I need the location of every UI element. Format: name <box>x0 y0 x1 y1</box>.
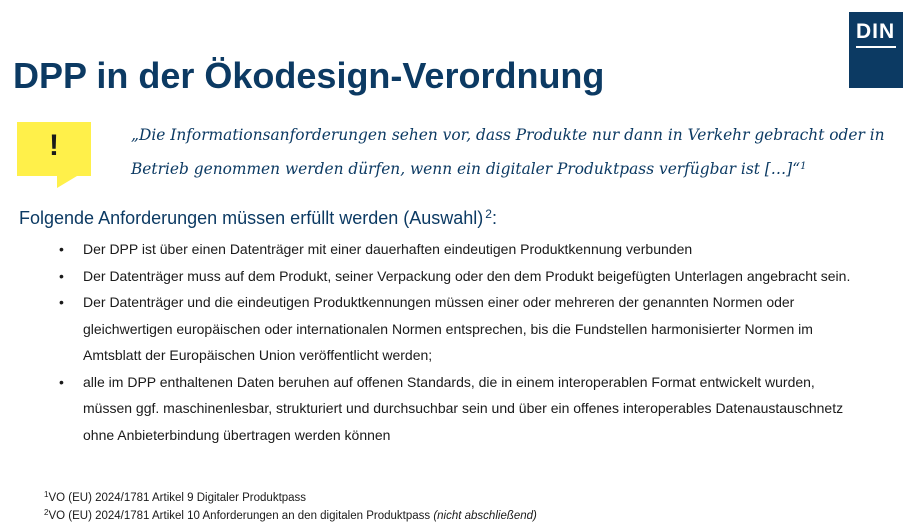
list-item <box>57 263 857 290</box>
footnotes <box>44 488 537 523</box>
quote-footnote-ref: 1 <box>800 161 807 172</box>
footnote-marker: 2 <box>44 507 49 517</box>
page-title: DPP in der Ökodesign-Verordnung <box>13 55 605 96</box>
din-logo <box>849 12 903 88</box>
list-item-text: Der Datenträger muss auf dem Produkt, seiner Verpackung oder den dem Produkt beigefügten Unterlagen angebracht sein. <box>83 267 851 284</box>
list-item-text: Der Datenträger und die eindeutigen Produktkennungen müssen einer oder mehreren der genannten Normen oder gleichwertigen europäischen oder internationalen Normen entsprechen, bis die Fundstellen harmonisierter Normen im Amtsblatt der Europäischen Union veröffentlicht werden; <box>83 294 813 363</box>
quote-text: „Die Informationsanforderungen sehen vor, dass Produkte nur dann in Verkehr gebracht oder in Betrieb genommen werden dürfen, wenn ein digitaler Produktpass verfügbar ist […]“ <box>131 126 885 178</box>
bullet-icon: • <box>59 267 64 284</box>
list-item <box>57 369 857 449</box>
requirements-footnote-ref: 2 <box>485 207 492 221</box>
list-item <box>57 236 857 263</box>
footnote-text: VO (EU) 2024/1781 Artikel 9 Digitaler Produktpass <box>48 492 307 504</box>
footnote-text: VO (EU) 2024/1781 Artikel 10 Anforderungen an den digitalen Produktpass <box>48 509 431 522</box>
footnote-note: (nicht abschließend) <box>433 509 537 522</box>
requirements-list <box>57 236 857 448</box>
footnote-marker: 1 <box>44 490 49 499</box>
list-item <box>57 289 857 369</box>
bullet-icon: • <box>59 294 64 310</box>
requirements-heading <box>19 202 497 230</box>
callout-tail <box>57 176 77 188</box>
footnote-1 <box>44 488 537 506</box>
list-item-text: alle im DPP enthaltenen Daten beruhen auf offenen Standards, die in einem interoperablen Format entwickelt wurden, müssen ggf. maschinenlesbar, strukturiert und durchsuchbar sein und über ein offenes interoperables Datenaustauschnetz ohne Anbieterbindung übertragen werden können <box>83 373 844 443</box>
bullet-icon: • <box>59 241 64 257</box>
bullet-icon: • <box>59 373 64 390</box>
footnote-2 <box>44 506 537 524</box>
requirements-heading-suffix: : <box>491 208 497 228</box>
logo-underline <box>856 46 896 48</box>
regulation-quote <box>131 120 891 185</box>
list-item-text: Der DPP ist über einen Datenträger mit einer dauerhaften eindeutigen Produktkennung verbunden <box>83 241 693 257</box>
exclamation-callout-icon <box>17 122 91 176</box>
requirements-heading-text: Folgende Anforderungen müssen erfüllt werden (Auswahl) <box>19 208 484 228</box>
logo-text: DIN <box>856 20 896 43</box>
exclamation-icon: ! <box>49 129 59 162</box>
